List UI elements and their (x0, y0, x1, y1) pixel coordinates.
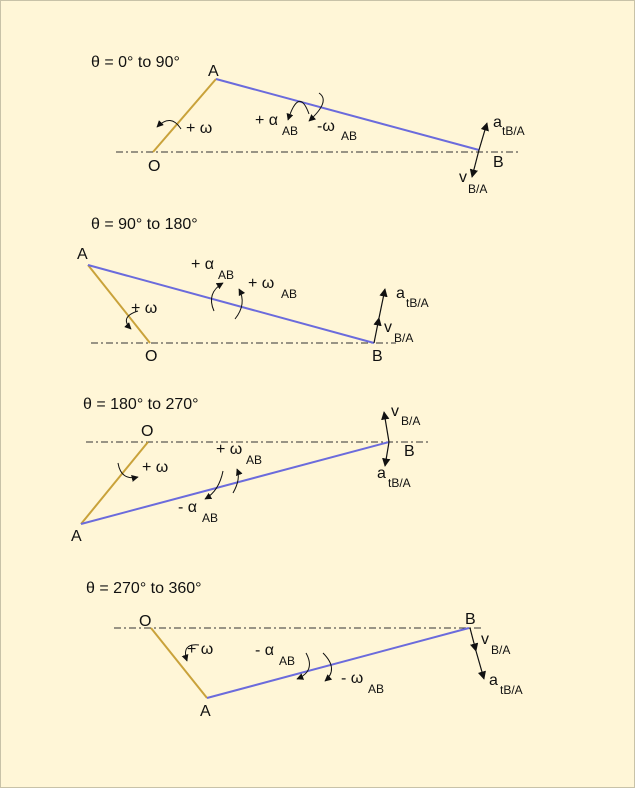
panel-2-label-B: B (372, 348, 383, 365)
panel-1-velocity-sub: B/A (468, 182, 488, 196)
panel-4-label-A: A (200, 703, 211, 720)
panel-3-alpha-sub: AB (202, 511, 219, 525)
panel-4-omega-ab-label: - ω (341, 670, 364, 687)
panel-3-velocity-label: v (391, 403, 399, 420)
panel-3-omega-label: + ω (142, 459, 169, 476)
panel-3-velocity-arrow (384, 412, 389, 442)
panel-4-label-B: B (465, 611, 476, 628)
panel-2-omega-ab-arc-icon (235, 289, 242, 319)
panel-3-omega-ab-arc-icon (233, 469, 238, 493)
panel-3-acceleration-label: a (377, 465, 386, 482)
panel-2-omega-ab-label: + ω (248, 275, 275, 292)
panel-1-label-B: B (493, 154, 504, 171)
panel-2-velocity-arrow (374, 318, 379, 343)
panel-1-omega-ab-sub: AB (341, 129, 358, 143)
panel-1-acceleration-label: a (493, 114, 502, 131)
panel-1-velocity-label: v (459, 169, 467, 186)
panel-4-alpha-sub: AB (279, 654, 296, 668)
panel-3-label-B: B (404, 443, 415, 460)
panel-2-omega-ab-sub: AB (281, 287, 298, 301)
panel-3-label-O: O (141, 423, 154, 440)
panel-1-acceleration-arrow (479, 123, 487, 150)
panel-2-acceleration-label: a (396, 285, 405, 302)
panel-3-label-A: A (71, 528, 82, 545)
panel-3-omega-ab-label: + ω (216, 441, 243, 458)
panel-3 (71, 396, 431, 545)
panel-4-omega-label: + ω (187, 641, 214, 658)
panel-4-crank-OA (151, 628, 207, 698)
panel-2-velocity-label: v (384, 319, 392, 336)
panel-4-acceleration-label: a (489, 672, 498, 689)
panel-1-acceleration-sub: tB/A (502, 124, 525, 138)
panel-4-velocity-sub: B/A (491, 643, 511, 657)
panel-4-title: θ = 270° to 360° (86, 580, 202, 597)
panel-1-alpha-sub: AB (282, 124, 299, 138)
panel-2 (77, 216, 429, 365)
panel-2-label-A: A (77, 246, 88, 263)
panel-1-velocity-arrow (472, 150, 479, 177)
panel-1-omega-label: + ω (186, 120, 213, 137)
panel-4-rod-AB (207, 628, 469, 698)
slider-crank-diagram (1, 1, 635, 789)
panel-1-crank-OA (153, 79, 216, 152)
panel-3-acceleration-arrow (385, 442, 389, 466)
panel-2-velocity-sub: B/A (394, 331, 414, 345)
panel-2-label-O: O (145, 348, 158, 365)
panel-3-alpha-arc-icon (205, 471, 223, 499)
panel-3-title: θ = 180° to 270° (83, 396, 199, 413)
panel-2-alpha-arc-icon (211, 283, 223, 311)
panel-1-alpha-label: + α (255, 112, 279, 129)
panel-3-omega-ab-sub: AB (246, 453, 263, 467)
panel-2-title: θ = 90° to 180° (91, 216, 198, 233)
panel-4-acceleration-arrow (476, 651, 484, 679)
panel-4 (86, 580, 523, 720)
panel-1 (91, 54, 525, 196)
panel-1-label-O: O (148, 158, 161, 175)
panel-4-alpha-arc-icon (297, 653, 309, 679)
panel-4-acceleration-sub: tB/A (500, 683, 523, 697)
panel-1-label-A: A (208, 63, 219, 80)
panel-2-alpha-sub: AB (218, 268, 235, 282)
panel-4-label-O: O (139, 613, 152, 630)
panel-4-velocity-label: v (481, 631, 489, 648)
panel-4-omega-ab-sub: AB (368, 682, 385, 696)
panel-1-title: θ = 0° to 90° (91, 54, 180, 71)
panel-2-acceleration-arrow (379, 289, 385, 318)
panel-1-omega-arc-icon (157, 120, 181, 129)
panel-2-acceleration-sub: tB/A (406, 296, 429, 310)
panel-3-acceleration-sub: tB/A (388, 476, 411, 490)
panel-2-omega-label: + ω (131, 300, 158, 317)
panel-3-crank-OA (81, 442, 148, 524)
panel-1-omega-ab-label: -ω (317, 118, 335, 135)
panel-4-velocity-arrow (470, 628, 476, 651)
panel-3-velocity-sub: B/A (401, 414, 421, 428)
panel-3-alpha-label: - α (178, 499, 198, 516)
panel-2-alpha-label: + α (191, 256, 215, 273)
panel-4-alpha-label: - α (255, 642, 275, 659)
